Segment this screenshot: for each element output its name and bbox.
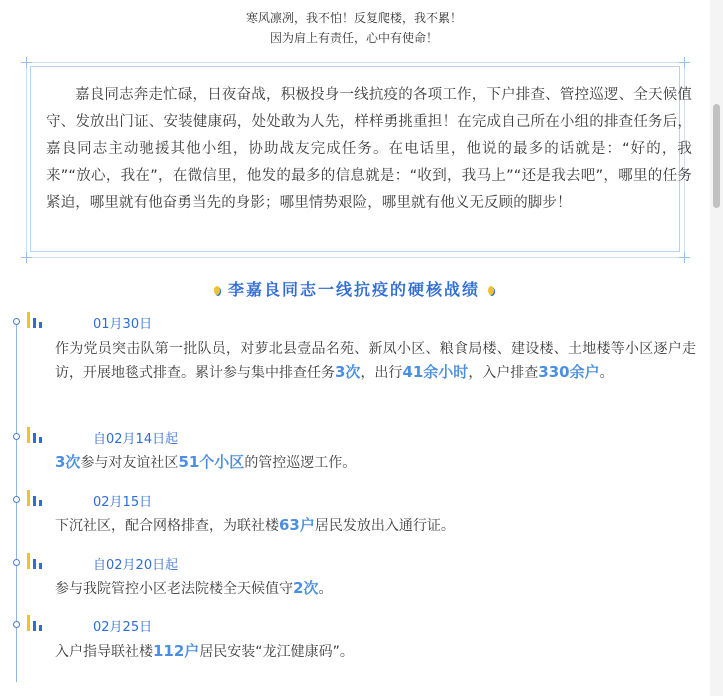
corner-cross-icon xyxy=(21,57,32,68)
timeline-node-icon xyxy=(13,318,20,325)
highlight-figure: 63户 xyxy=(279,516,315,534)
description-text: 参与我院管控小区老法院楼全天候值守 xyxy=(55,581,293,597)
timeline-date: 02月25日 xyxy=(93,620,153,635)
section-title xyxy=(0,278,708,302)
description-text: 入户指导联社楼 xyxy=(55,644,153,660)
timeline-date: 自02月14日起 xyxy=(93,432,179,447)
highlight-figure: 3次 xyxy=(55,453,81,471)
bullet-dot-icon xyxy=(488,286,494,295)
timeline-description xyxy=(55,577,696,601)
timeline-node-icon xyxy=(13,621,20,628)
intro-line-1: 寒风凛冽，我不怕！反复爬楼，我不累！ xyxy=(245,11,462,25)
description-text: 下沉社区，配合网格排查，为联社楼 xyxy=(55,518,279,534)
quote-text: 嘉良同志奔走忙碌，日夜奋战，积极投身一线抗疫的各项工作，下户排查、管控巡逻、全天候值守、发放出门证、安装健康码，处处敢为人先，样样勇挑重担！在完成自己所在小组的排查任务后，嘉良同志主动驰援其他小组，协助战友完成任务。在电话里，他说的最多的话就是：“好的，我来”“放心，我在”，在微信里，他发的最多的信息就是：“收到，我马上”“还是我去吧”，哪里的任务紧迫，哪里就有他奋勇当先的身影；哪里情势艰险，哪里就有他义无反顾的脚步！ xyxy=(46,87,692,211)
timeline-node-icon xyxy=(13,496,20,503)
frame-line-bottom xyxy=(22,257,690,258)
highlight-figure: 3次 xyxy=(335,363,361,381)
intro-text xyxy=(0,8,708,48)
timeline-date: 02月15日 xyxy=(93,495,153,510)
bullet-dot-icon xyxy=(214,286,220,295)
description-text: 居民安装“龙江健康码”。 xyxy=(199,644,354,660)
timeline-node-icon xyxy=(13,559,20,566)
bar-chart-icon xyxy=(27,312,45,328)
scrollbar[interactable] xyxy=(710,0,723,696)
highlight-figure: 330余户 xyxy=(538,363,600,381)
description-text: 。 xyxy=(599,365,614,381)
timeline-description xyxy=(55,514,696,538)
frame-line-top xyxy=(22,62,690,63)
bar-chart-icon xyxy=(27,615,45,631)
section-title-text: 李嘉良同志一线抗疫的硬核战绩 xyxy=(227,280,480,299)
description-text: 。 xyxy=(318,581,333,597)
timeline-node-icon xyxy=(13,433,20,440)
description-text: ，出行 xyxy=(360,365,403,381)
highlight-figure: 41余小时 xyxy=(402,363,469,381)
corner-cross-icon xyxy=(679,252,690,263)
highlight-figure: 51个小区 xyxy=(178,453,245,471)
bar-chart-icon xyxy=(27,427,45,443)
intro-line-2: 因为肩上有责任，心中有使命！ xyxy=(269,31,438,45)
description-text: 参与对友谊社区 xyxy=(80,455,179,471)
highlight-figure: 2次 xyxy=(293,579,319,597)
bar-chart-icon xyxy=(27,553,45,569)
timeline-description xyxy=(55,451,696,475)
corner-cross-icon xyxy=(679,57,690,68)
description-text: 作为党员突击队第一批队员，对萝北县壹品名苑、新凤小区、粮食局楼、建设楼、土地楼等小区逐户走访，开展地毯式排查。累计参与集中排查任务 xyxy=(55,341,696,381)
timeline-date: 01月30日 xyxy=(93,317,153,332)
timeline-description xyxy=(55,640,696,664)
timeline-date: 自02月20日起 xyxy=(93,558,179,573)
frame-line-left xyxy=(26,57,27,263)
timeline-description xyxy=(55,338,696,385)
scrollbar-thumb[interactable] xyxy=(713,104,720,208)
corner-cross-icon xyxy=(21,252,32,263)
bar-chart-icon xyxy=(27,490,45,506)
description-text: 居民发放出入通行证。 xyxy=(314,518,455,534)
description-text: ，入户排查 xyxy=(468,365,539,381)
description-text: 的管控巡逻工作。 xyxy=(244,455,357,471)
highlight-figure: 112户 xyxy=(153,642,200,660)
